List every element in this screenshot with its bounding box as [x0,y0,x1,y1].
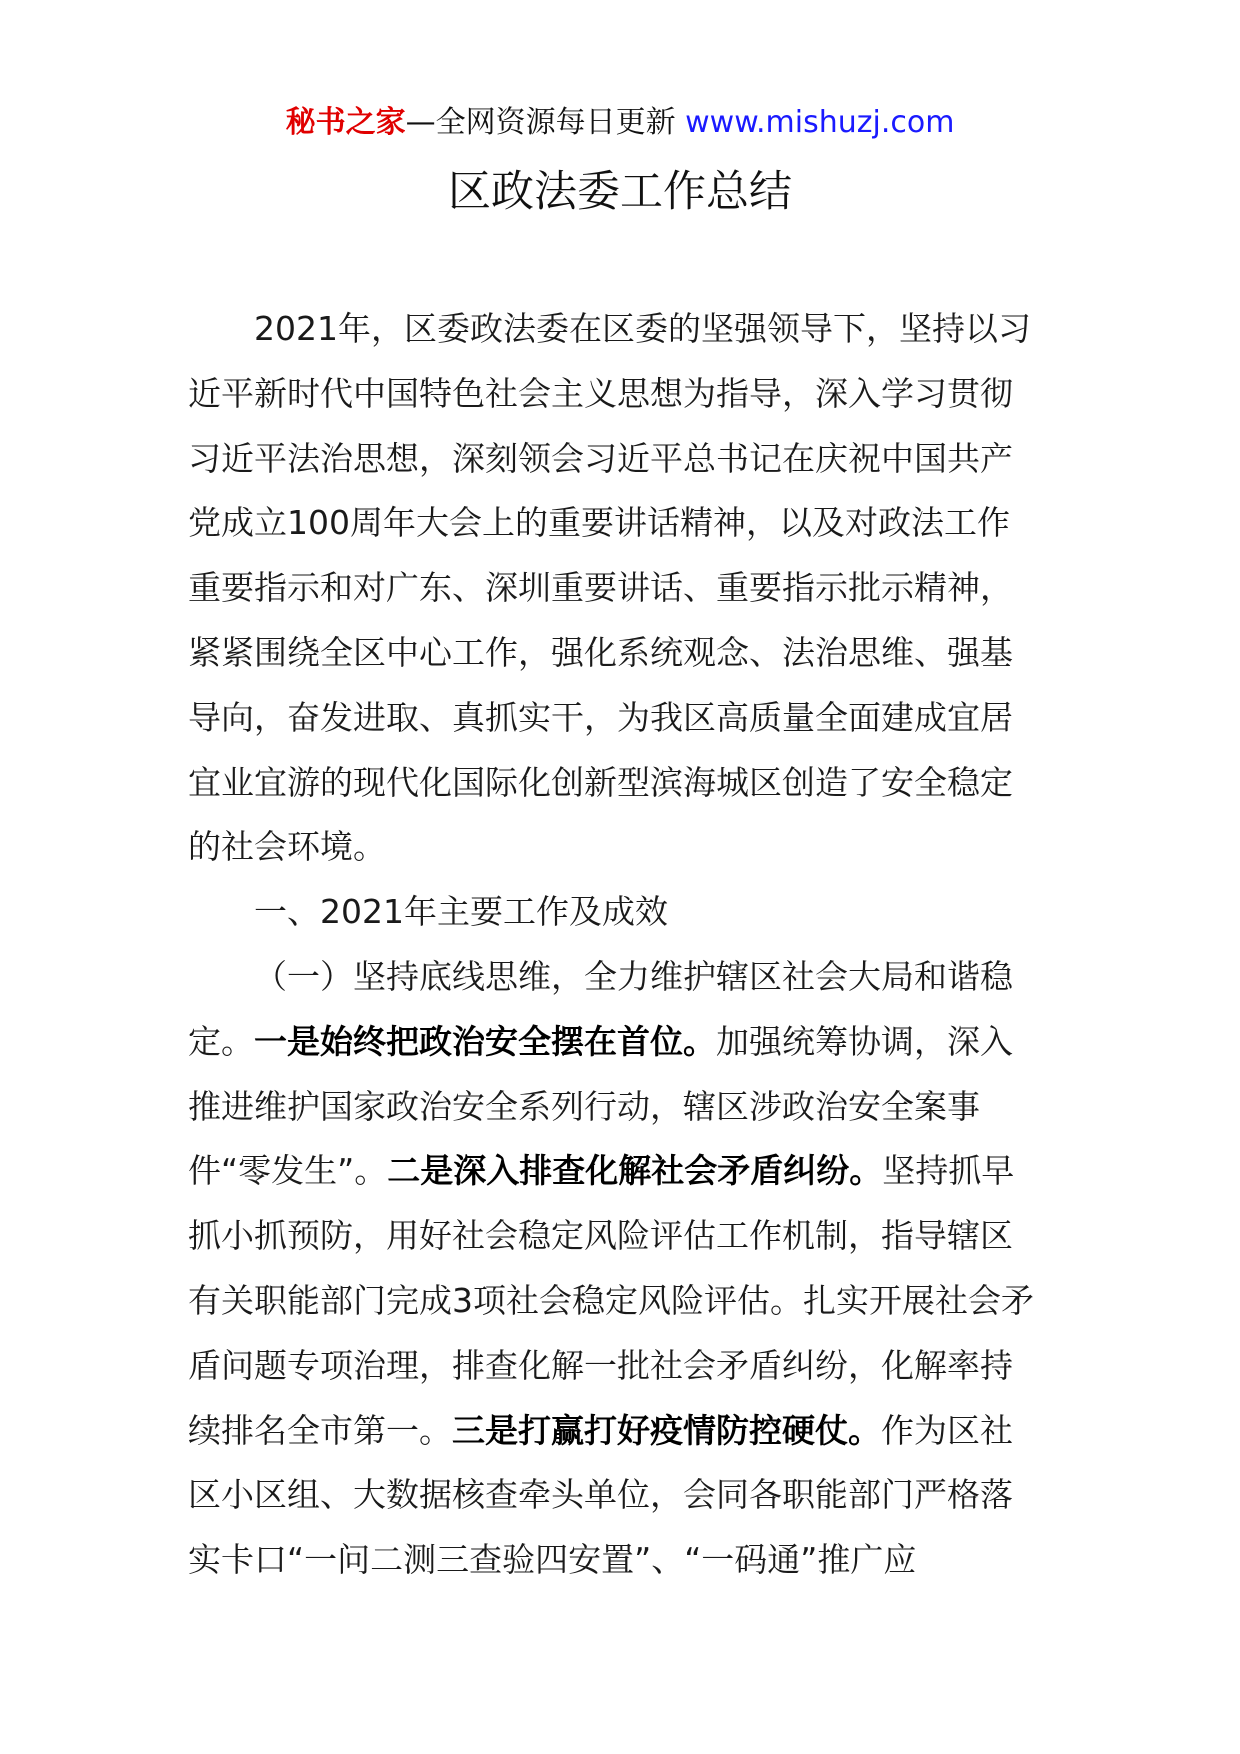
point-two-heading: 二是深入排查化解社会矛盾纠纷。 [387,1151,883,1191]
subsection-paragraph [188,945,1038,1593]
brand-name: 秘书之家 [285,105,406,140]
subsection-lead: （一）坚持底线思维，全力维护辖区社会大局和谐稳定。 [188,956,1013,1061]
site-url-link[interactable]: www.mishuzj.com [685,105,955,140]
site-header [0,100,1240,146]
intro-paragraph: 2021年，区委政法委在区委的坚强领导下，坚持以习近平新时代中国特色社会主义思想为指导，深入学习贯彻习近平法治思想，深刻领会习近平总书记在庆祝中国共产党成立100周年大会上的重要讲话精神，以及对政法工作重要指示和对广东、深圳重要讲话、重要指示批示精神，紧紧围绕全区中心工作，强化系统观念、法治思维、强基导向，奋发进取、真抓实干，为我区高质量全面建成宜居宜业宜游的现代化国际化创新型滨海城区创造了安全稳定的社会环境。 [188,309,1031,867]
point-one-text: 加强统筹协调，深入推进维护国家政治安全系列行动，辖区涉政治安全案事件“零发生”。 [188,1021,1013,1191]
header-slogan: —全网资源每日更新 [405,105,686,140]
point-three-heading: 三是打赢打好疫情防控硬仗。 [452,1410,881,1450]
document-title: 区政法委工作总结 [448,167,792,217]
point-two-text: 坚持抓早抓小抓预防，用好社会稳定风险评估工作机制，指导辖区有关职能部门完成3项社会稳定风险评估。扎实开展社会矛盾问题专项治理，排查化解一批社会矛盾纠纷，化解率持续排名全市第一。 [188,1151,1034,1450]
document-body [188,297,1038,1593]
point-three-text: 作为区社区小区组、大数据核查牵头单位，会同各职能部门严格落实卡口“一问二测三查验四安置”、“一码通”推广应 [188,1410,1013,1580]
point-one-heading: 一是始终把政治安全摆在首位。 [254,1021,716,1061]
section-heading: 一、2021年主要工作及成效 [254,892,668,932]
